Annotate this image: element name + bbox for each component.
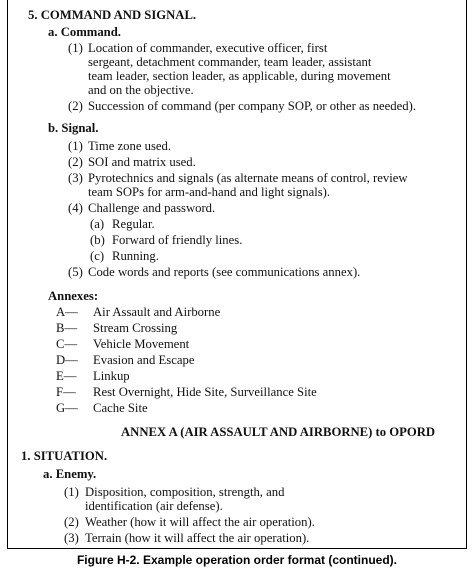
annex-letter: A— bbox=[56, 305, 78, 319]
item-text: and on the objective. bbox=[88, 83, 194, 97]
annex-letter: F— bbox=[56, 385, 76, 399]
annex-title: Vehicle Movement bbox=[93, 337, 190, 351]
item-number: (2) bbox=[64, 515, 79, 529]
item-text: team leader, section leader, as applicable, during movement bbox=[88, 69, 391, 83]
item-text: Time zone used. bbox=[88, 139, 172, 153]
subitem-number: (b) bbox=[90, 233, 105, 247]
item-text: Disposition, composition, strength, and bbox=[85, 485, 285, 499]
item-number: (3) bbox=[64, 531, 79, 545]
annex-title: Rest Overnight, Hide Site, Surveillance Site bbox=[93, 385, 317, 399]
figure-caption: Figure H-2. Example operation order format (continued). bbox=[76, 553, 398, 567]
subitem-text: Regular. bbox=[112, 217, 155, 231]
annexes-heading: Annexes: bbox=[48, 289, 99, 303]
enemy-heading: a. Enemy. bbox=[43, 467, 97, 481]
annex-title: Cache Site bbox=[93, 401, 148, 415]
annex-title: Stream Crossing bbox=[93, 321, 178, 335]
annex-letter: D— bbox=[56, 353, 78, 367]
item-text: Pyrotechnics and signals (as alternate means of control, review bbox=[88, 171, 408, 185]
subitem-number: (c) bbox=[90, 249, 105, 263]
item-text: sergeant, detachment commander, team leader, assistant bbox=[88, 55, 372, 69]
annex-title: Evasion and Escape bbox=[93, 353, 195, 367]
annex-letter: G— bbox=[56, 401, 78, 415]
item-text: Location of commander, executive officer, first bbox=[88, 41, 328, 55]
annex-title: Linkup bbox=[93, 369, 130, 383]
annex-letter: C— bbox=[56, 337, 78, 351]
item-text: Terrain (how it will affect the air operation). bbox=[85, 531, 310, 545]
item-number: (2) bbox=[68, 155, 83, 169]
section-heading-command-and-signal: 5. COMMAND AND SIGNAL. bbox=[28, 8, 197, 22]
item-text: team SOPs for arm-and-hand and light signals). bbox=[88, 185, 331, 199]
item-text: Code words and reports (see communications annex). bbox=[88, 265, 361, 279]
subsection-heading-signal: b. Signal. bbox=[48, 121, 99, 135]
subitem-number: (a) bbox=[90, 217, 105, 231]
annex-letter: B— bbox=[56, 321, 78, 335]
item-text: Weather (how it will affect the air operation). bbox=[85, 515, 315, 529]
item-number: (3) bbox=[68, 171, 83, 185]
item-number: (4) bbox=[68, 201, 83, 215]
annex-letter: E— bbox=[56, 369, 77, 383]
subsection-heading-command: a. Command. bbox=[48, 25, 121, 39]
situation-heading: 1. SITUATION. bbox=[21, 449, 108, 463]
item-text: identification (air defense). bbox=[85, 499, 223, 513]
annex-a-title: ANNEX A (AIR ASSAULT AND AIRBORNE) to OPORD bbox=[121, 425, 436, 439]
item-number: (5) bbox=[68, 265, 83, 279]
item-number: (2) bbox=[68, 99, 83, 113]
item-text: Challenge and password. bbox=[88, 201, 216, 215]
document-page bbox=[7, 0, 467, 549]
item-text: Succession of command (per company SOP, or other as needed). bbox=[88, 99, 417, 113]
item-number: (1) bbox=[64, 485, 79, 499]
item-text: SOI and matrix used. bbox=[88, 155, 196, 169]
subitem-text: Running. bbox=[112, 249, 159, 263]
annex-title: Air Assault and Airborne bbox=[93, 305, 221, 319]
subitem-text: Forward of friendly lines. bbox=[112, 233, 243, 247]
item-number: (1) bbox=[68, 139, 83, 153]
item-number: (1) bbox=[68, 41, 83, 55]
